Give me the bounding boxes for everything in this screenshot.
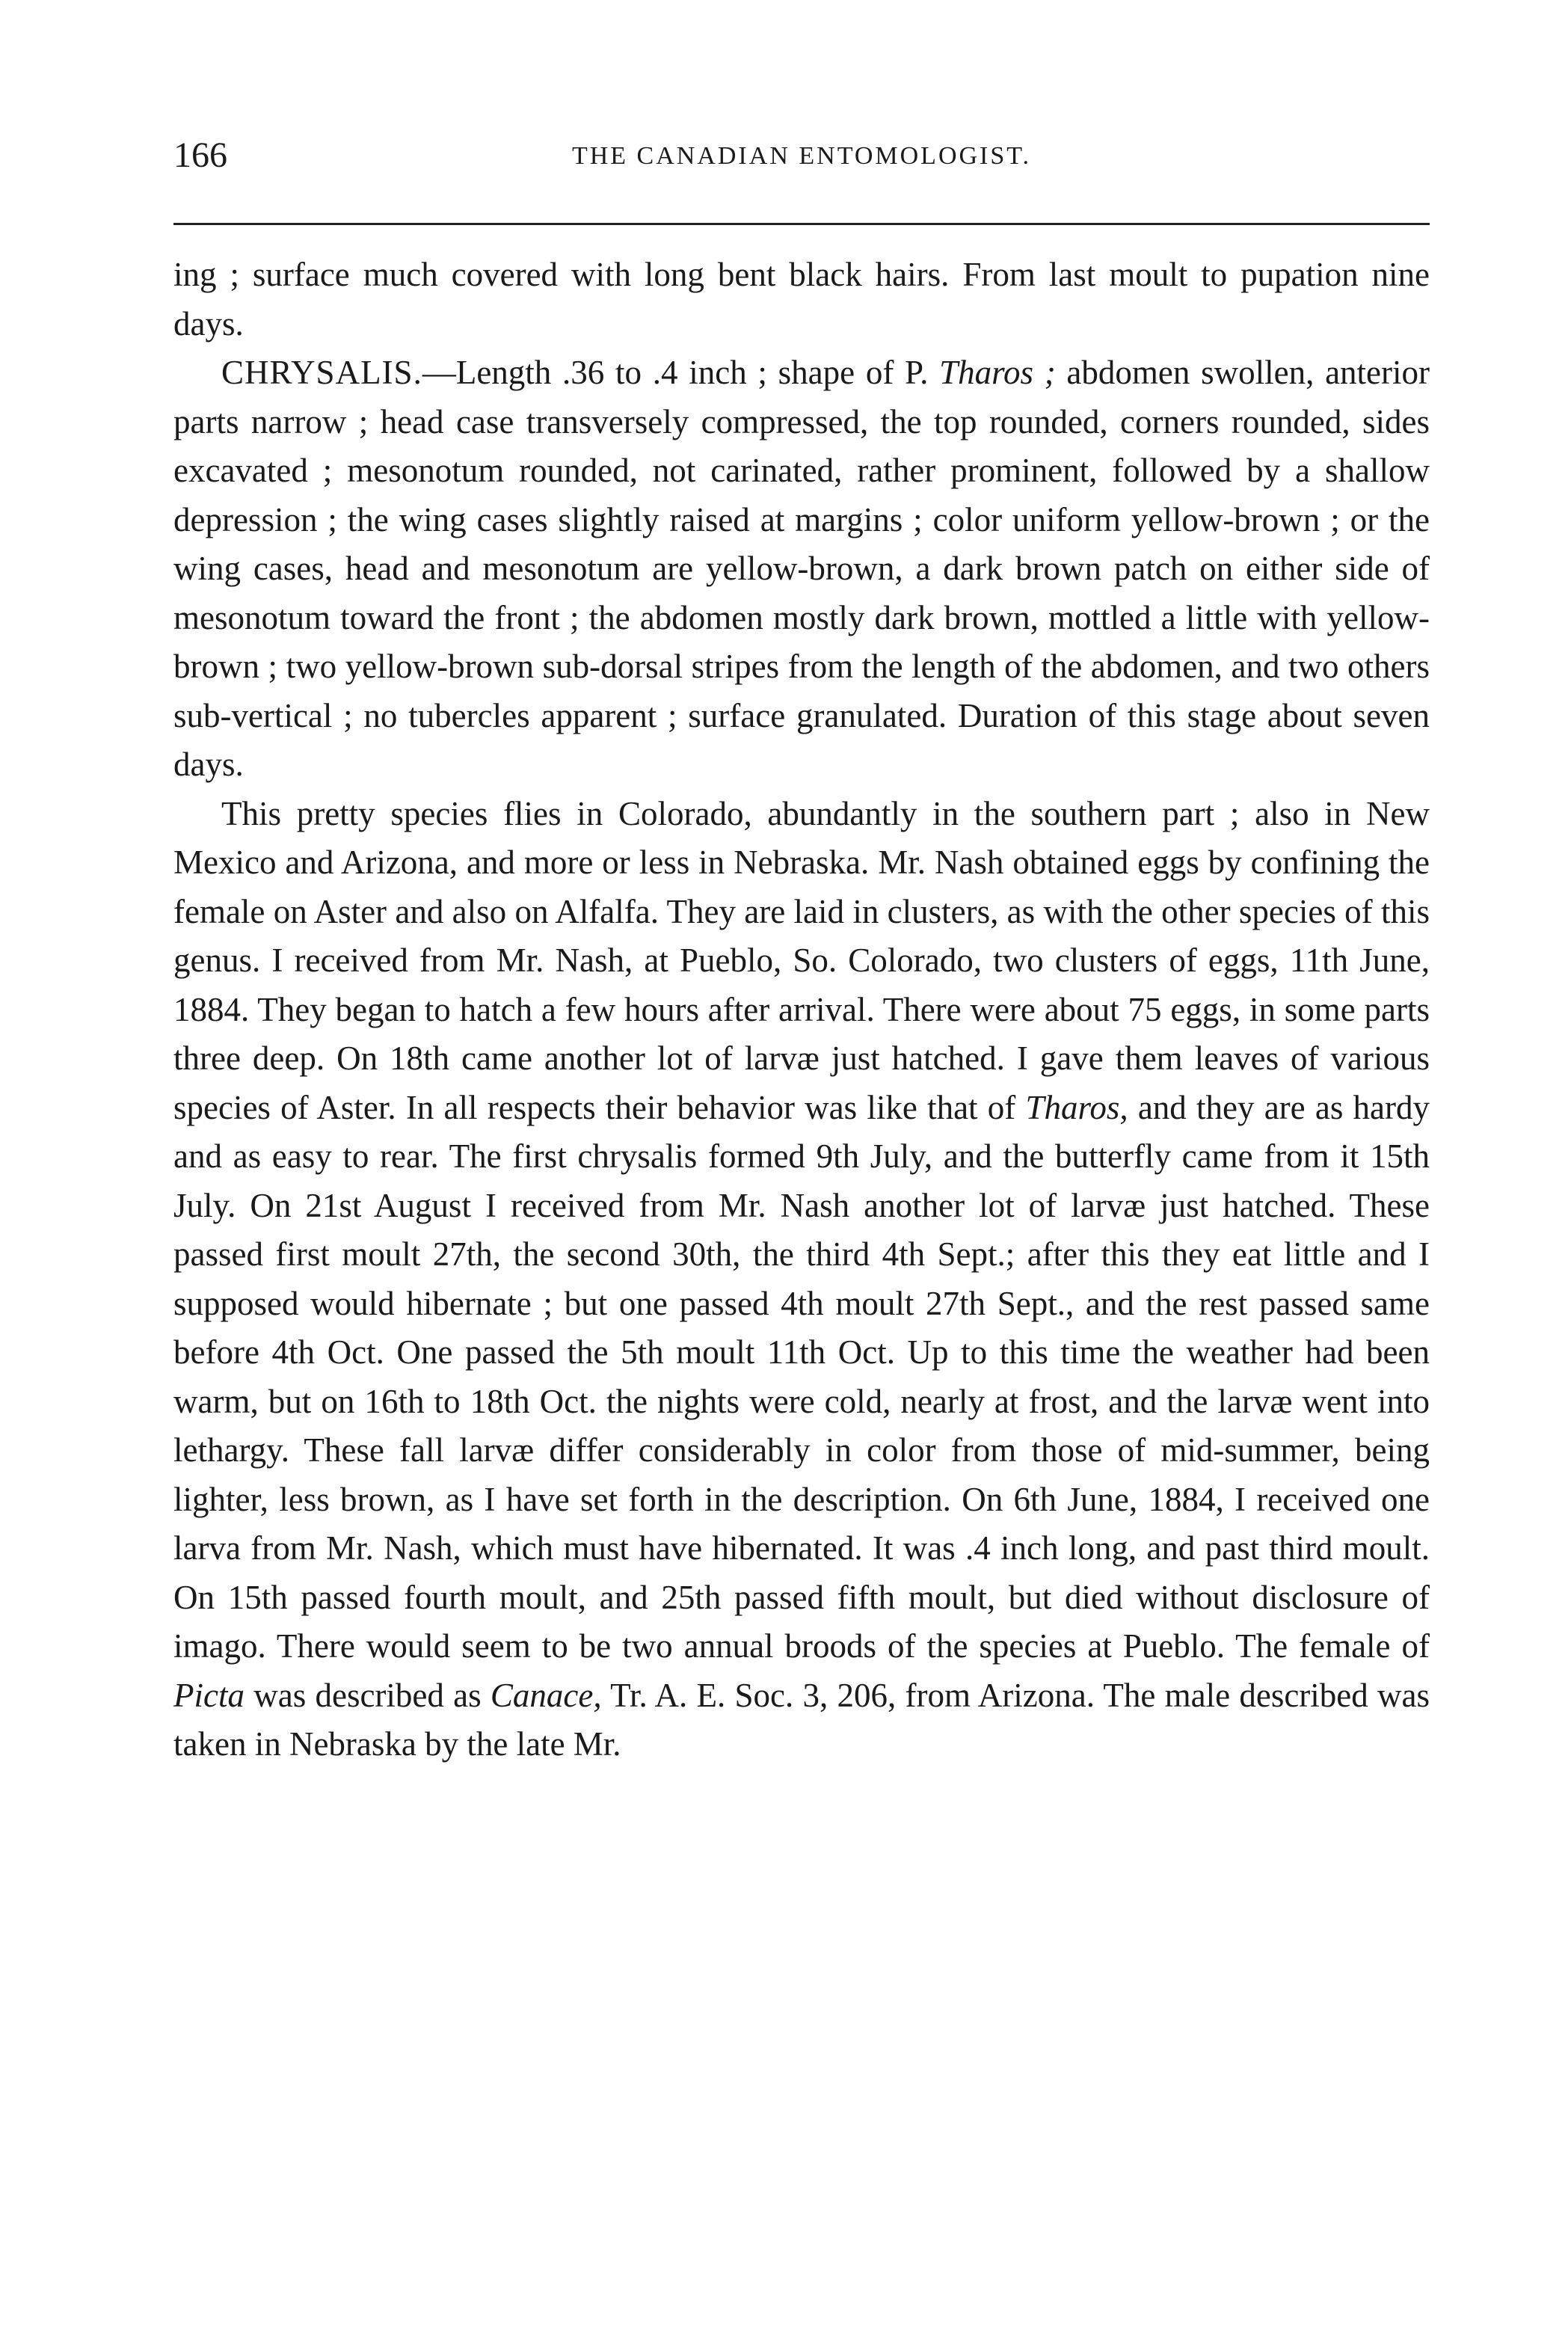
paragraph-text: This pretty species flies in Colorado, abundantly in the southern part ; also in New Mexico and Arizona, and more or less in Nebraska. Mr. Nash obtained eggs by confining the female on Aster and also on Alfalfa. They are laid in clusters, as with the other species of this genus. I received from Mr. Nash, at Pueblo, So. Colorado, two clusters of eggs, 11th June, 1884. They began to hatch a few hours after arrival. There were about 75 eggs, in some parts three deep. On 18th came another lot of larvæ just hatched. I gave them leaves of various species of Aster. In all respects their behavior was like that of	[173, 794, 1430, 1126]
page-header	[173, 127, 1430, 179]
paragraph-chrysalis	[173, 348, 1430, 790]
species-name: Canace,	[490, 1676, 602, 1714]
species-name: Tharos,	[1025, 1088, 1128, 1126]
paragraph-text: and they are as hardy and as easy to rear. The first chrysalis formed 9th July, and the butterfly came from it 15th July. On 21st August I received from Mr. Nash another lot of larvæ just hatched. These passed first moult 27th, the second 30th, the third 4th Sept.; after this they eat little and I supposed would hibernate ; but one passed 4th moult 27th Sept., and the rest passed same before 4th Oct. One passed the 5th moult 11th Oct. Up to this time the weather had been warm, but on 16th to 18th Oct. the nights were cold, nearly at frost, and the larvæ went into lethargy. These fall larvæ differ considerably in color from those of mid-summer, being lighter, less brown, as I have set forth in the description. On 6th June, 1884, I received one larva from Mr. Nash, which must have hibernated. It was .4 inch long, and past third moult. On 15th passed fourth moult, and 25th passed fifth moult, but died without disclosure of imago. There would seem to be two annual broods of the species at Pueblo. The female of	[173, 1088, 1430, 1665]
species-name: Tharos ;	[939, 354, 1056, 391]
paragraph-text: ing ; surface much covered with long bent black hairs. From last moult to pupation nine days.	[173, 256, 1430, 343]
paragraph-text: —Length .36 to .4 inch ; shape of P.	[422, 354, 940, 391]
species-name: Picta	[173, 1676, 245, 1714]
section-label: CHRYSALIS.	[221, 354, 422, 391]
paragraph-text: Tr. A. E. Soc. 3, 206, from Arizona. The male described was taken in Nebraska by the late Mr.	[173, 1676, 1430, 1763]
header-rule	[173, 223, 1430, 225]
paragraph-text: abdomen swollen, anterior parts narrow ; head case transversely compressed, the top rounded, corners rounded, sides excavated ; mesonotum rounded, not carinated, rather prominent, followed by a shallow depression ; the wing cases slightly raised at margins ; color uniform yellow-brown ; or the wing cases, head and mesonotum are yellow-brown, a dark brown patch on either side of mesonotum toward the front ; the abdomen mostly dark brown, mottled a little with yellow-brown ; two yellow-brown sub-dorsal stripes from the length of the abdomen, and two others sub-vertical ; no tubercles apparent ; surface granulated. Duration of this stage about seven days.	[173, 354, 1430, 783]
paragraph-larva-continued	[173, 251, 1430, 348]
paragraph-distribution	[173, 790, 1430, 1769]
paragraph-text: was described as	[244, 1676, 491, 1714]
body-text	[173, 251, 1430, 1769]
page-number: 166	[173, 135, 227, 175]
running-title: THE CANADIAN ENTOMOLOGIST.	[571, 142, 1032, 170]
